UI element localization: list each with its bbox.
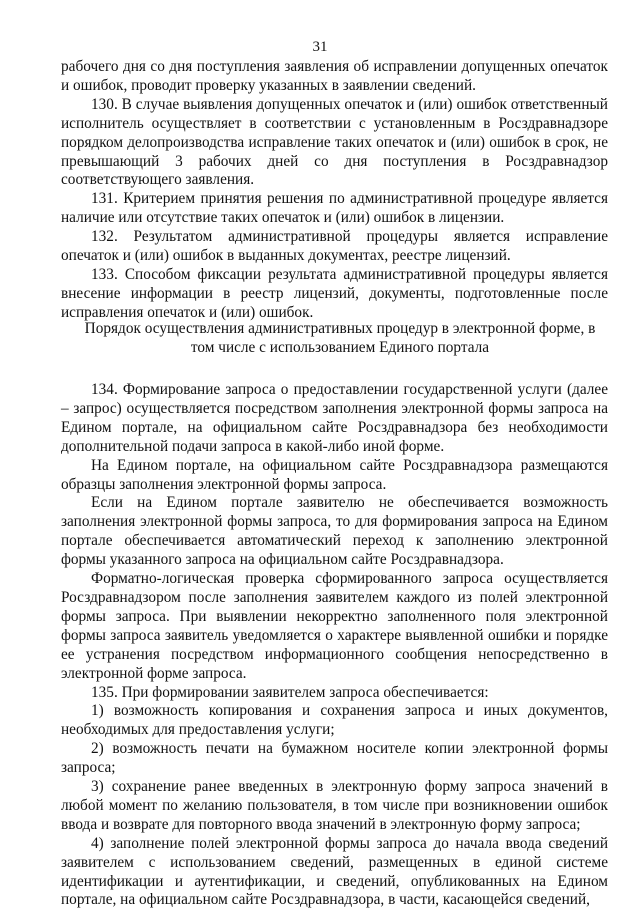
paragraph: рабочего дня со дня поступления заявления об исправлении допущенных опечаток и ошибок, проводит проверку указанных в заявлении сведений. — [61, 58, 608, 94]
paragraph: 4) заполнение полей электронной формы запроса до начала ввода сведений заявителем с использованием сведений, размещенных в единой системе идентификации и аутентификации, и сведений, опубликованных на Едином портале, на официальном сайте Росздравнадзора, в части, касающейся сведений, — [61, 834, 608, 909]
paragraph: 135. При формировании заявителем запроса обеспечивается: — [91, 683, 489, 701]
paragraph: На Едином портале, на официальном сайте Росздравнадзора размещаются образцы заполнения электронной формы запроса. — [61, 456, 608, 493]
paragraph: 132. Результатом административной процедуры является исправление опечаток и (или) ошибок в выданных документах, реестре лицензий. — [61, 228, 608, 265]
section-heading: Порядок осуществления административных процедур в электронной форме, в том числе с использованием Единого портала — [84, 320, 596, 356]
paragraph: 134. Формирование запроса о предоставлении государственной услуги (далее – запрос) осуществляется посредством заполнения электронной формы запроса на Едином портале, на официальном сайте Росздравнадзора без необходимости дополнительной подачи запроса в какой-либо иной форме. — [61, 381, 608, 455]
paragraph: 130. В случае выявления допущенных опечаток и (или) ошибок ответственный исполнитель осуществляет в соответствии с установленным в Росздравнадзоре порядком делопроизводства исправление таких опечаток и (или) ошибок в срок, не превышающий 3 рабочих дней со дня поступления в Росздравнадзор соответствующего заявления. — [61, 95, 608, 189]
paragraph: 2) возможность печати на бумажном носителе копии электронной формы запроса; — [61, 740, 608, 777]
paragraph: Форматно-логическая проверка сформированного запроса осуществляется Росздравнадзором после заполнения заявителем каждого из полей электронной формы запроса. При выявлении некорректно заполненного поля электронной формы запроса заявитель уведомляется о характере выявленной ошибки и порядке ее устранения посредством информационного сообщения непосредственно в электронной форме запроса. — [61, 570, 608, 682]
page-number: 31 — [312, 39, 328, 55]
bottom-text-block — [61, 381, 608, 910]
top-text-block — [61, 58, 608, 323]
paragraph: 133. Способом фиксации результата административной процедуры является внесение информации в реестр лицензий, документы, подготовленные после исправления опечаток и (или) ошибок. — [61, 265, 608, 321]
paragraph: 1) возможность копирования и сохранения запроса и иных документов, необходимых для предоставления услуги; — [61, 702, 608, 739]
paragraph: 131. Критерием принятия решения по административной процедуре является наличие или отсутствие таких опечаток и (или) ошибок в лицензии. — [61, 190, 608, 227]
paragraph: 3) сохранение ранее введенных в электронную форму запроса значений в любой момент по желанию пользователя, в том числе при возникновении ошибок ввода и возврате для повторного ввода значений в электронную форму запроса; — [61, 778, 608, 833]
paragraph: Если на Едином портале заявителю не обеспечивается возможность заполнения электронной формы запроса, то для формирования запроса на Едином портале обеспечивается автоматический переход к заполнению электронной формы указанного запроса на официальном сайте Росздравнадзора. — [61, 494, 608, 569]
